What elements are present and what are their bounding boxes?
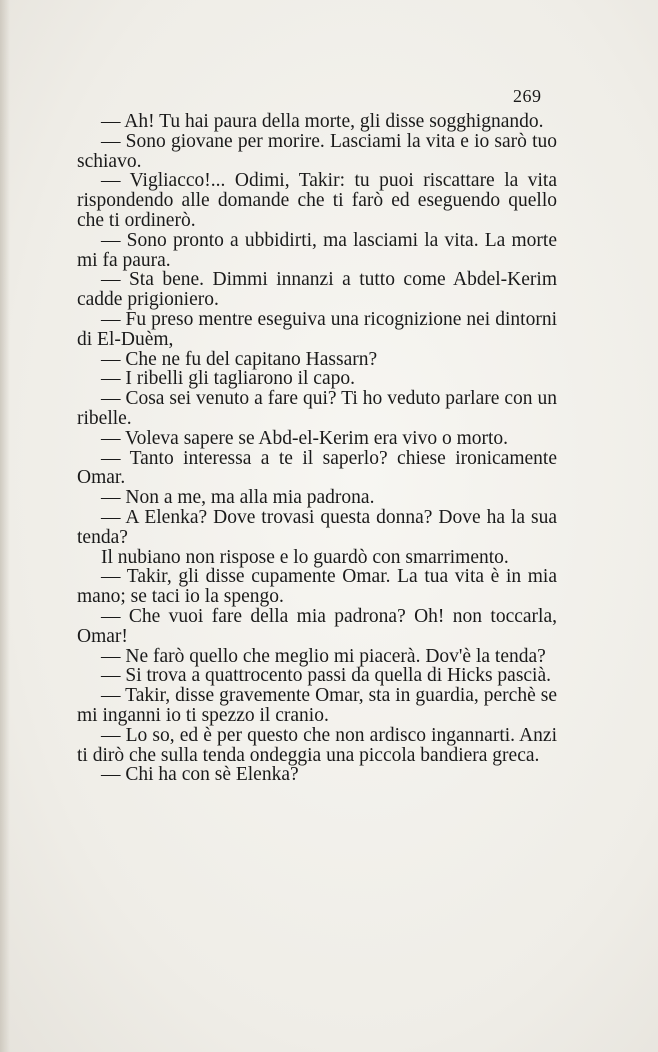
paragraph: — Si trova a quattrocento passi da quella di Hicks pascià. xyxy=(101,665,552,687)
paragraph: — I ribelli gli tagliarono il capo. xyxy=(101,368,355,390)
body-text xyxy=(77,112,557,785)
paragraph: — Lo so, ed è per questo che non ardisco ingannarti. Anzi ti dirò che sulla tenda ondeggia una piccola bandiera greca. xyxy=(77,724,557,766)
paragraph: — Takir, disse gravemente Omar, sta in guardia, perchè se mi inganni io ti spezzo il cranio. xyxy=(77,685,557,726)
paragraph: Il nubiano non rispose e lo guardò con smarrimento. xyxy=(101,546,509,568)
page-gutter-shadow xyxy=(0,0,10,1052)
paragraph: — Voleva sapere se Abd-el-Kerim era vivo o morto. xyxy=(101,427,509,449)
paragraph: — Chi ha con sè Elenka? xyxy=(101,764,299,786)
paragraph: — Ah! Tu hai paura della morte, gli disse sogghignando. xyxy=(101,111,544,132)
page-number: 269 xyxy=(513,86,542,106)
paragraph: — Fu preso mentre eseguiva una ricognizione nei dintorni di El-Duèm, xyxy=(77,308,557,350)
paragraph: — Che ne fu del capitano Hassarn? xyxy=(101,348,378,370)
paragraph: — Sta bene. Dimmi innanzi a tutto come Abdel-Kerim cadde prigioniero. xyxy=(77,269,557,311)
paragraph: — Tanto interessa a te il saperlo? chiese ironicamente Omar. xyxy=(77,447,557,489)
paragraph: — Takir, gli disse cupamente Omar. La tua vita è in mia mano; se taci io la spengo. xyxy=(77,566,557,608)
paragraph: — Non a me, ma alla mia padrona. xyxy=(101,487,375,509)
paragraph: — Sono giovane per morire. Lasciami la vita e io sarò tuo schiavo. xyxy=(77,130,557,172)
paragraph: — Vigliacco!... Odimi, Takir: tu puoi riscattare la vita rispondendo alle domande che ti farò ed eseguendo quello che ti ordinerò. xyxy=(77,170,557,231)
paragraph: — Ne farò quello che meglio mi piacerà. Dov'è la tenda? xyxy=(101,645,546,667)
paragraph: — Che vuoi fare della mia padrona? Oh! non toccarla, Omar! xyxy=(77,605,557,647)
paragraph: — A Elenka? Dove trovasi questa donna? Dove ha la sua tenda? xyxy=(77,506,557,548)
paragraph: — Cosa sei venuto a fare qui? Ti ho veduto parlare con un ribelle. xyxy=(77,388,557,429)
paragraph: — Sono pronto a ubbidirti, ma lasciami la vita. La morte mi fa paura. xyxy=(77,229,557,271)
